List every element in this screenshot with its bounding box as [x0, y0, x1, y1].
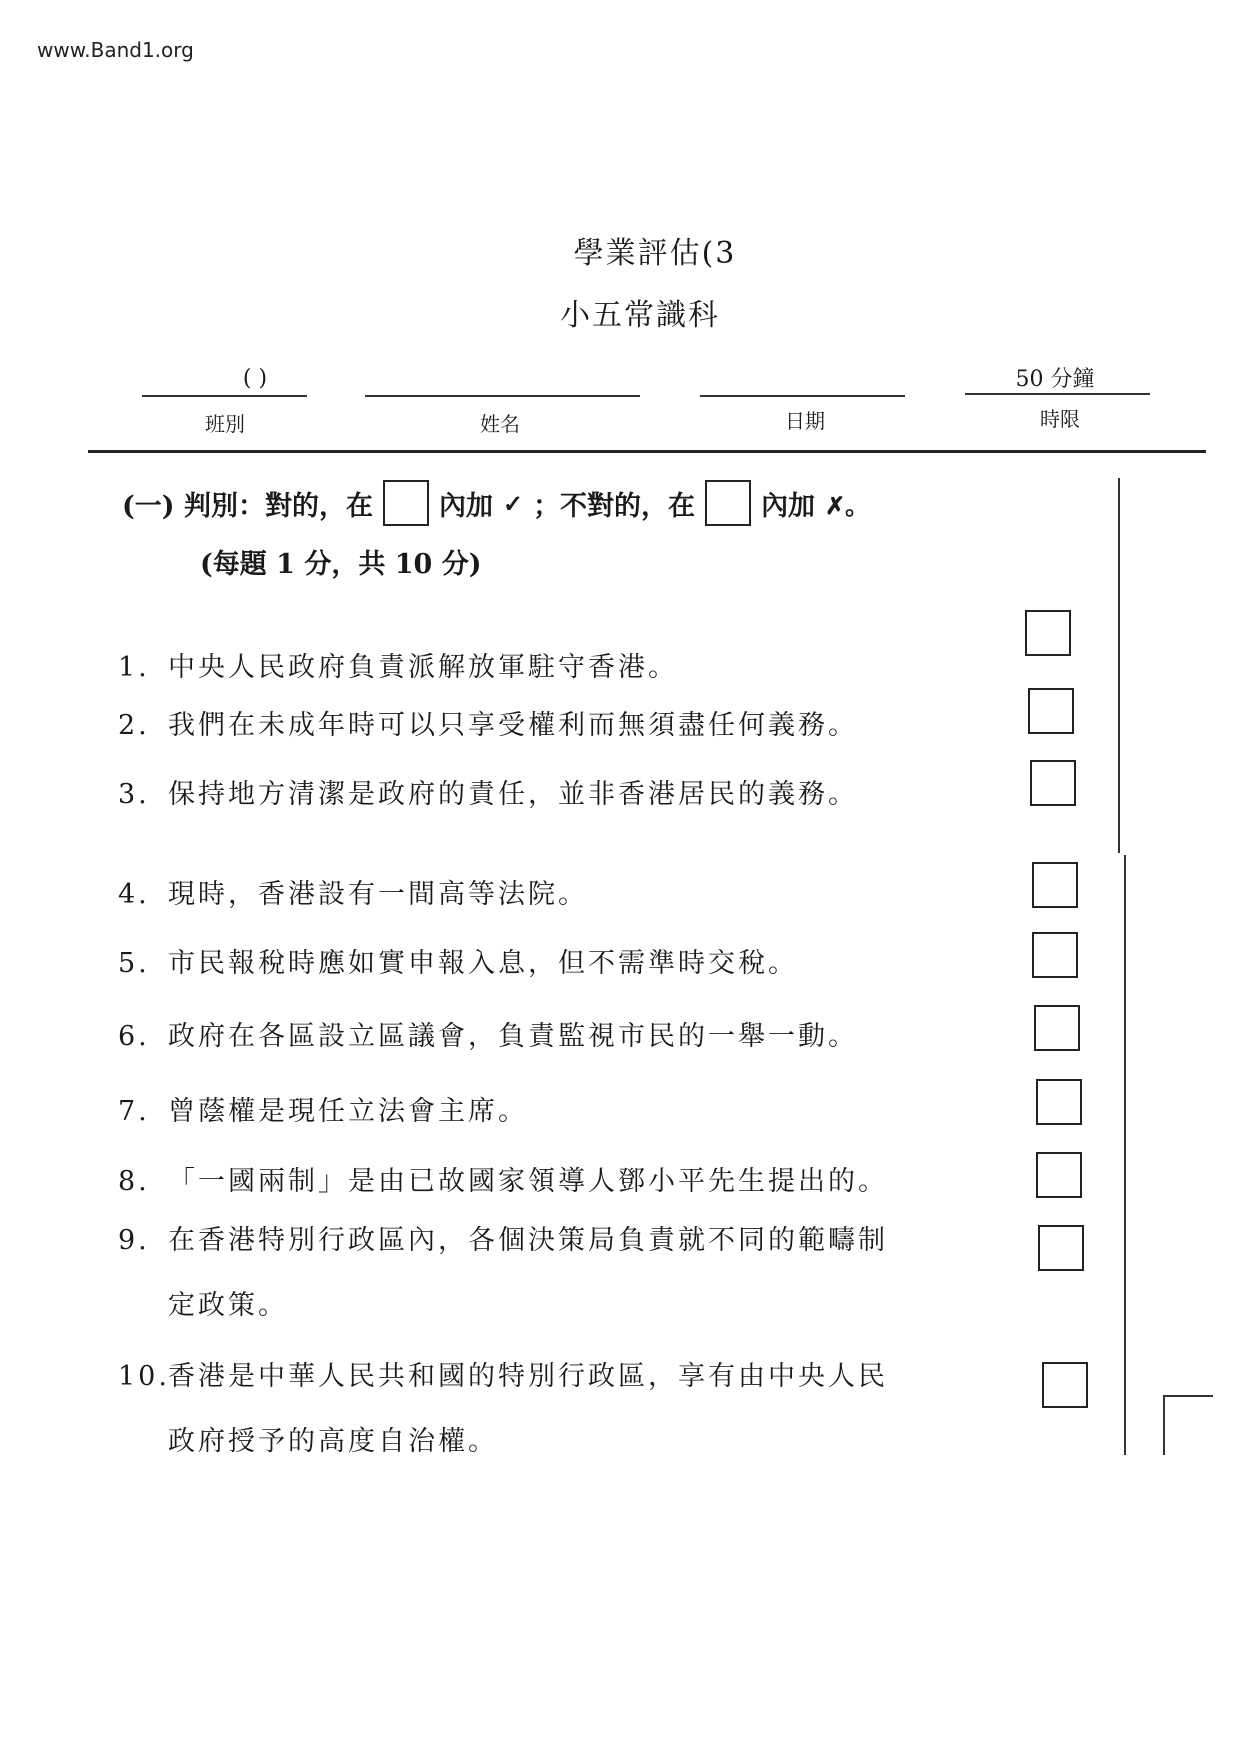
question-text: 市民報稅時應如實申報入息，但不需準時交稅。: [168, 948, 798, 979]
answer-box[interactable]: [1036, 1152, 1082, 1198]
page-subtitle: 小五常識科: [560, 298, 720, 333]
answer-box[interactable]: [1030, 760, 1076, 806]
time-field-value: 50 分鐘: [1015, 367, 1095, 392]
class-field-value: ( ): [242, 366, 268, 391]
question-item: [118, 1089, 998, 1128]
class-field-label: 班別: [205, 412, 245, 436]
section-heading-text: (一) 判別：對的，在: [122, 490, 373, 522]
question-item: [118, 1218, 998, 1322]
class-field-line[interactable]: [142, 395, 307, 397]
question-item: [118, 1159, 998, 1198]
question-text: 曾蔭權是現任立法會主席。: [168, 1096, 528, 1127]
question-number: 9.: [118, 1225, 150, 1256]
question-text: 我們在未成年時可以只享受權利而無須盡任何義務。: [168, 710, 858, 741]
question-number: 5.: [118, 948, 150, 979]
answer-box[interactable]: [1034, 1005, 1080, 1051]
question-text: 香港是中華人民共和國的特別行政區，享有由中央人民: [168, 1361, 888, 1392]
name-field-label: 姓名: [480, 412, 520, 436]
margin-line: [1124, 855, 1126, 1455]
question-item: [118, 872, 998, 911]
scoring-note: (每題 1 分，共 10 分): [200, 549, 482, 580]
question-text-continued: 定政策。: [168, 1290, 288, 1321]
question-number: 7.: [118, 1096, 150, 1127]
score-corner-line: [1163, 1395, 1165, 1455]
check-mark-icon: ✓: [502, 488, 524, 518]
answer-box[interactable]: [1032, 932, 1078, 978]
answer-box[interactable]: [1028, 688, 1074, 734]
question-number: 6.: [118, 1021, 150, 1052]
section-heading-text: 內加: [761, 490, 816, 522]
time-field-label: 時限: [1040, 407, 1080, 431]
question-text-continued: 政府授予的高度自治權。: [168, 1426, 498, 1457]
score-corner-line: [1163, 1395, 1213, 1397]
header-divider: [88, 450, 1206, 453]
question-item: [118, 645, 998, 684]
question-text: 在香港特別行政區內，各個決策局負責就不同的範疇制: [168, 1225, 888, 1256]
question-number: 8.: [118, 1166, 150, 1197]
question-text: 中央人民政府負責派解放軍駐守香港。: [168, 652, 678, 683]
question-number: 4.: [118, 879, 150, 910]
question-text: 「一國兩制」是由已故國家領導人鄧小平先生提出的。: [168, 1166, 888, 1197]
question-number: 10.: [118, 1361, 170, 1392]
cross-mark-icon: ✗。: [825, 490, 870, 520]
answer-box[interactable]: [1032, 862, 1078, 908]
example-box: [705, 480, 751, 526]
question-number: 2.: [118, 710, 150, 741]
page-title: 學業評估(3: [573, 236, 737, 271]
question-item: [118, 703, 998, 742]
question-number: 3.: [118, 779, 150, 810]
date-field-label: 日期: [785, 409, 825, 433]
answer-box[interactable]: [1042, 1362, 1088, 1408]
question-item: [118, 772, 998, 811]
answer-box[interactable]: [1036, 1079, 1082, 1125]
section-heading-text: 內加: [438, 490, 493, 522]
question-item: [118, 1354, 998, 1458]
name-field-line[interactable]: [365, 395, 640, 397]
answer-box[interactable]: [1025, 610, 1071, 656]
margin-line: [1118, 478, 1120, 853]
section-instructions: [122, 480, 869, 526]
section-heading-text: ；不對的，在: [533, 490, 696, 522]
question-text: 政府在各區設立區議會，負責監視市民的一舉一動。: [168, 1021, 858, 1052]
question-item: [118, 1014, 998, 1053]
answer-box[interactable]: [1038, 1225, 1084, 1271]
question-number: 1.: [118, 652, 150, 683]
question-text: 保持地方清潔是政府的責任，並非香港居民的義務。: [168, 779, 858, 810]
time-field-line: [965, 393, 1150, 395]
question-item: [118, 941, 998, 980]
date-field-line[interactable]: [700, 395, 905, 397]
example-box: [383, 480, 429, 526]
watermark-url: www.Band1.org: [37, 38, 194, 62]
question-text: 現時，香港設有一間高等法院。: [168, 879, 588, 910]
